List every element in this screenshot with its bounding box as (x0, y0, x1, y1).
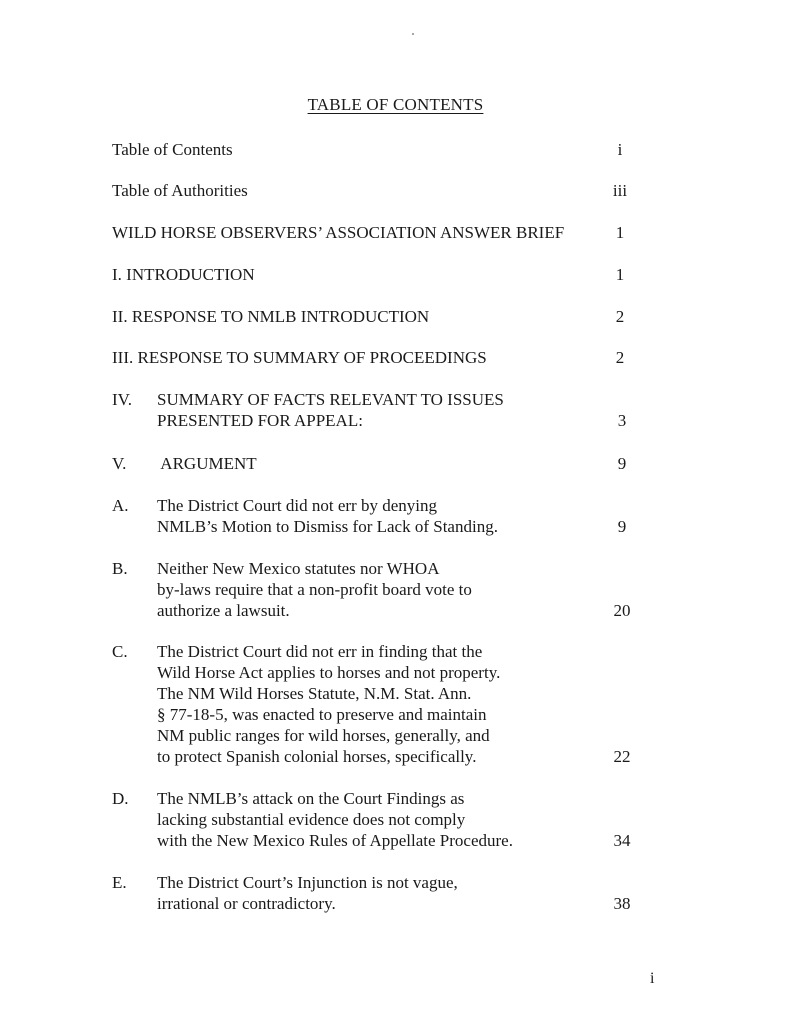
toc-entry-page: 1 (615, 265, 625, 284)
toc-entry-line: The NM Wild Horses Statute, N.M. Stat. Ann. (157, 684, 472, 703)
toc-entry-line: The District Court did not err by denying (157, 496, 437, 515)
toc-entry-number: C. (112, 642, 128, 661)
toc-entry-text (157, 872, 458, 914)
toc-entry-text (157, 453, 257, 474)
scan-speck (412, 33, 414, 35)
toc-entry-page: 2 (615, 348, 625, 367)
toc-entry-line: SUMMARY OF FACTS RELEVANT TO ISSUES (157, 390, 504, 409)
toc-entry-line: PRESENTED FOR APPEAL: (157, 411, 363, 430)
toc-entry-line: The District Court did not err in finding that the (157, 642, 483, 661)
toc-entry-line: § 77-18-5, was enacted to preserve and maintain (157, 705, 487, 724)
toc-entry-line: lacking substantial evidence does not comply (157, 810, 466, 829)
toc-entry-label: Table of Contents (112, 140, 233, 159)
toc-entry-label: III. RESPONSE TO SUMMARY OF PROCEEDINGS (112, 348, 487, 367)
toc-entry-text (157, 788, 513, 851)
toc-entry-number: A. (112, 496, 129, 515)
toc-entry-page: 9 (617, 454, 627, 473)
toc-entry-line: NMLB’s Motion to Dismiss for Lack of Standing. (157, 517, 498, 536)
toc-entry-page: 1 (615, 223, 625, 242)
toc-entry-number: V. (112, 454, 127, 473)
toc-entry-page: 9 (617, 517, 627, 536)
toc-entry-line: NM public ranges for wild horses, generally, and (157, 726, 490, 745)
toc-entry-line: authorize a lawsuit. (157, 601, 290, 620)
toc-entry-page: 3 (617, 411, 627, 430)
toc-entry-line: to protect Spanish colonial horses, specifically. (157, 747, 477, 766)
toc-entry-text (157, 641, 500, 767)
toc-entry-label: I. INTRODUCTION (112, 265, 255, 284)
toc-entry-number: D. (112, 789, 129, 808)
toc-entry-number: B. (112, 559, 128, 578)
toc-entry-line: irrational or contradictory. (157, 894, 336, 913)
toc-entry-line: with the New Mexico Rules of Appellate Procedure. (157, 831, 513, 850)
toc-entry-page: i (617, 140, 623, 159)
toc-entry-line: The District Court’s Injunction is not vague, (157, 873, 458, 892)
toc-entry-number: E. (112, 873, 127, 892)
toc-entry-page: 34 (613, 831, 631, 850)
toc-entry-line: Wild Horse Act applies to horses and not property. (157, 663, 501, 682)
toc-entry-line: by-laws require that a non-profit board vote to (157, 580, 472, 599)
toc-entry-page: 20 (613, 601, 631, 620)
toc-entry-page: 38 (613, 894, 631, 913)
toc-entry-page: 2 (615, 307, 625, 326)
toc-entry-text (157, 558, 472, 621)
footer-page-number: i (650, 970, 655, 987)
toc-entry-label: Table of Authorities (112, 181, 248, 200)
title-text: TABLE OF CONTENTS (307, 95, 484, 114)
toc-entry-line: Neither New Mexico statutes nor WHOA (157, 559, 440, 578)
toc-entry-number: IV. (112, 390, 132, 409)
toc-entry-label: WILD HORSE OBSERVERS’ ASSOCIATION ANSWER BRIEF (112, 223, 565, 242)
toc-entry-line: ARGUMENT (157, 454, 257, 473)
toc-entry-label: II. RESPONSE TO NMLB INTRODUCTION (112, 307, 430, 326)
toc-entry-text (157, 389, 504, 431)
toc-entry-page: 22 (613, 747, 631, 766)
toc-entry-page: iii (612, 181, 628, 200)
page-title (0, 95, 791, 115)
toc-entry-line: The NMLB’s attack on the Court Findings as (157, 789, 465, 808)
toc-entry-text (157, 495, 498, 537)
